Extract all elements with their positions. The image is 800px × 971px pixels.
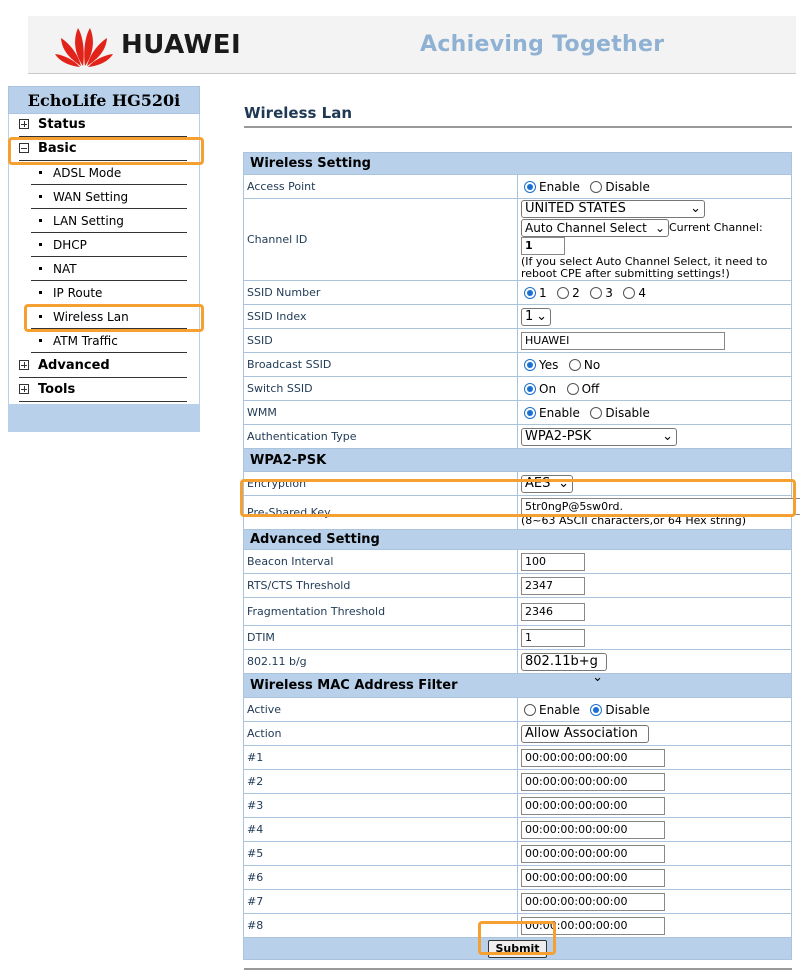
- sidebar-item-label: IP Route: [53, 286, 103, 300]
- mode-select[interactable]: 802.11b+g ⌄: [521, 653, 607, 671]
- channel-id-label: Channel ID: [244, 199, 518, 281]
- mac-entry-1-input[interactable]: [521, 749, 665, 767]
- chevron-down-icon: ⌄: [558, 475, 569, 491]
- nav-group-basic[interactable]: [19, 137, 187, 161]
- auth-type-label: Authentication Type: [244, 425, 518, 449]
- radio-label: Disable: [605, 179, 650, 194]
- bullet-icon: [39, 339, 42, 342]
- chevron-down-icon: ⌄: [592, 669, 603, 685]
- access-point-disable-radio[interactable]: [590, 181, 602, 193]
- frag-input[interactable]: [521, 603, 585, 621]
- nav-tree: [8, 114, 200, 404]
- sidebar-item-label: DHCP: [53, 238, 87, 252]
- sidebar-item-label: Wireless Lan: [53, 310, 129, 324]
- mac-entry-7-input[interactable]: [521, 893, 665, 911]
- bullet-icon: [39, 291, 42, 294]
- ssid-number-2-radio[interactable]: [557, 287, 569, 299]
- mac-entry-label: #6: [244, 866, 518, 890]
- mac-entry-6-input[interactable]: [521, 869, 665, 887]
- bullet-icon: [39, 219, 42, 222]
- auth-type-select[interactable]: WPA2-PSK ⌄: [521, 428, 677, 446]
- broadcast-yes-radio[interactable]: [524, 359, 536, 371]
- ssid-number-radios: 1 2 3 4: [518, 281, 792, 305]
- frag-label: Fragmentation Threshold: [244, 598, 518, 626]
- submit-button[interactable]: Submit: [488, 940, 546, 958]
- nav-group-label: Advanced: [38, 358, 110, 373]
- channel-mode-select[interactable]: Auto Channel Select ⌄: [521, 219, 669, 237]
- access-point-radios: [518, 175, 792, 199]
- ssid-number-4-radio[interactable]: [623, 287, 635, 299]
- mac-entry-label: #7: [244, 890, 518, 914]
- current-channel-label: Current Channel:: [669, 221, 763, 234]
- mac-entry-label: #4: [244, 818, 518, 842]
- sidebar-item-label: LAN Setting: [53, 214, 124, 228]
- radio-label: Enable: [539, 179, 580, 194]
- mac-entry-3-input[interactable]: [521, 797, 665, 815]
- ssid-index-label: SSID Index: [244, 305, 518, 329]
- ssid-number-3-radio[interactable]: [590, 287, 602, 299]
- wireless-form: Wireless Setting Access Point Enable Disable Channel ID UNITED STATES ⌄ Auto Channel Select ⌄ Current Channel: 1 (If you select Auto Channel Select, it need to reboot CPE after submitting settings!) SSID Number 1 2 3 4 SSID Index 1 ⌄ SSID HUAWEI Broadcast SSID Yes No Switch SSID On Off WMM Enable Disable Authentication Type WPA2-PSK ⌄ WPA2-PSK Encryption AES ⌄ Pre-Shared Key 5tr0ngP@5sw0rd.(8~63 ASCII characters,or 64 Hex string) Advanced Setting Beacon Interval 100 RTS/CTS Threshold 2347 Fragmentation Threshold 2346 DTIM 1 802.11 b/g 802.11b+g ⌄ Wireless MAC Address Filter Active Enable Disable Action Allow Association #1 00:00:00:00:00:00 #2 00:00:00:00:00:00 #3 00:00:00:00:00:00 #4 00:00:00:00:00:00 #5 00:00:00:00:00:00 #6 00:00:00:00:00:00 #7 00:00:00:00:00:00 #8 00:00:00:00:00:00 Submit: [243, 152, 792, 960]
- chevron-down-icon: ⌄: [654, 221, 665, 235]
- mac-entry-4-input[interactable]: [521, 821, 665, 839]
- country-select[interactable]: UNITED STATES ⌄: [521, 200, 705, 218]
- mac-entry-label: #3: [244, 794, 518, 818]
- wmm-label: WMM: [244, 401, 518, 425]
- bullet-icon: [39, 243, 42, 246]
- header-banner: [28, 16, 796, 74]
- broadcast-no-radio[interactable]: [569, 359, 581, 371]
- rts-label: RTS/CTS Threshold: [244, 574, 518, 598]
- channel-id-cell: [518, 199, 792, 281]
- chevron-down-icon: ⌄: [690, 201, 701, 216]
- section-wireless-setting: Wireless Setting: [244, 153, 792, 175]
- psk-input[interactable]: [521, 498, 800, 515]
- ssid-index-select[interactable]: 1 ⌄: [521, 308, 551, 326]
- section-wpa2-psk: WPA2-PSK: [244, 449, 792, 472]
- action-label: Action: [244, 722, 518, 746]
- chevron-down-icon: ⌄: [536, 308, 547, 324]
- bottom-divider: [244, 968, 792, 970]
- beacon-label: Beacon Interval: [244, 550, 518, 574]
- nav-group-advanced[interactable]: [19, 354, 187, 378]
- nav-group-label: Basic: [38, 141, 77, 156]
- sidebar-item-adsl-mode[interactable]: [31, 161, 187, 185]
- section-mac-filter: Wireless MAC Address Filter: [244, 674, 792, 698]
- slogan: Achieving Together: [420, 32, 665, 57]
- sidebar-item-label: NAT: [53, 262, 77, 276]
- active-label: Active: [244, 698, 518, 722]
- bullet-icon: [39, 267, 42, 270]
- sidebar-item-label: ATM Traffic: [53, 334, 118, 348]
- rts-input[interactable]: [521, 577, 585, 595]
- sidebar-item-ip-route[interactable]: [31, 281, 187, 305]
- huawei-logo-icon: [54, 22, 114, 68]
- action-select[interactable]: Allow Association: [521, 725, 649, 743]
- mac-entry-label: #1: [244, 746, 518, 770]
- encryption-label: Encryption: [244, 472, 518, 496]
- page-title: Wireless Lan: [244, 104, 792, 128]
- ssid-label: SSID: [244, 329, 518, 353]
- switch-ssid-on-radio[interactable]: [524, 383, 536, 395]
- sidebar-item-wan-setting[interactable]: [31, 185, 187, 209]
- nav-group-tools[interactable]: [19, 378, 187, 402]
- ssid-number-1-radio[interactable]: [524, 287, 536, 299]
- expand-plus-icon: [19, 384, 29, 394]
- nav-group-label: Status: [38, 117, 86, 132]
- sidebar-item-wireless-lan[interactable]: [31, 305, 187, 329]
- wmm-disable-radio[interactable]: [590, 407, 602, 419]
- nav-group-status[interactable]: [19, 113, 187, 137]
- mac-entry-8-input[interactable]: [521, 917, 665, 935]
- wmm-enable-radio[interactable]: [524, 407, 536, 419]
- bullet-icon: [39, 315, 42, 318]
- filter-disable-radio[interactable]: [590, 704, 602, 716]
- sidebar-item-atm-traffic[interactable]: [31, 329, 187, 353]
- sidebar-item-nat[interactable]: [31, 257, 187, 281]
- sidebar-item-lan-setting[interactable]: [31, 209, 187, 233]
- dtim-input[interactable]: [521, 629, 585, 647]
- nav-group-label: Tools: [38, 382, 76, 397]
- channel-note: (If you select Auto Channel Select, it need to reboot CPE after submitting settings!): [521, 255, 768, 280]
- sidebar-item-label: ADSL Mode: [53, 166, 122, 180]
- mac-entry-label: #2: [244, 770, 518, 794]
- psk-hint: (8~63 ASCII characters,or 64 Hex string): [521, 514, 747, 527]
- bullet-icon: [39, 171, 42, 174]
- chevron-down-icon: ⌄: [662, 428, 673, 444]
- current-channel-field[interactable]: 1: [521, 237, 565, 255]
- mode-label: 802.11 b/g: [244, 650, 518, 674]
- device-model: EchoLife HG520i: [8, 86, 200, 114]
- encryption-select[interactable]: AES ⌄: [521, 475, 573, 493]
- ssid-input[interactable]: [521, 332, 725, 350]
- access-point-enable-radio[interactable]: [524, 181, 536, 193]
- filter-enable-radio[interactable]: [524, 704, 536, 716]
- section-advanced-setting: Advanced Setting: [244, 530, 792, 550]
- expand-plus-icon: [19, 119, 29, 129]
- bullet-icon: [39, 195, 42, 198]
- sidebar-item-label: WAN Setting: [53, 190, 129, 204]
- ssid-number-label: SSID Number: [244, 281, 518, 305]
- switch-ssid-label: Switch SSID: [244, 377, 518, 401]
- sidebar-footer: [8, 404, 200, 432]
- expand-plus-icon: [19, 360, 29, 370]
- switch-ssid-off-radio[interactable]: [567, 383, 579, 395]
- dtim-label: DTIM: [244, 626, 518, 650]
- submit-row: [244, 938, 792, 960]
- mac-entry-label: #8: [244, 914, 518, 938]
- mac-entry-label: #5: [244, 842, 518, 866]
- access-point-label: Access Point: [244, 175, 518, 199]
- mac-entry-2-input[interactable]: [521, 773, 665, 791]
- broadcast-ssid-label: Broadcast SSID: [244, 353, 518, 377]
- collapse-minus-icon: [19, 143, 29, 153]
- psk-label: Pre-Shared Key: [244, 496, 518, 530]
- mac-entry-5-input[interactable]: [521, 845, 665, 863]
- sidebar-nav: [8, 86, 200, 432]
- brand-name: HUAWEI: [121, 30, 242, 60]
- sidebar-item-dhcp[interactable]: [31, 233, 187, 257]
- beacon-input[interactable]: [521, 553, 585, 571]
